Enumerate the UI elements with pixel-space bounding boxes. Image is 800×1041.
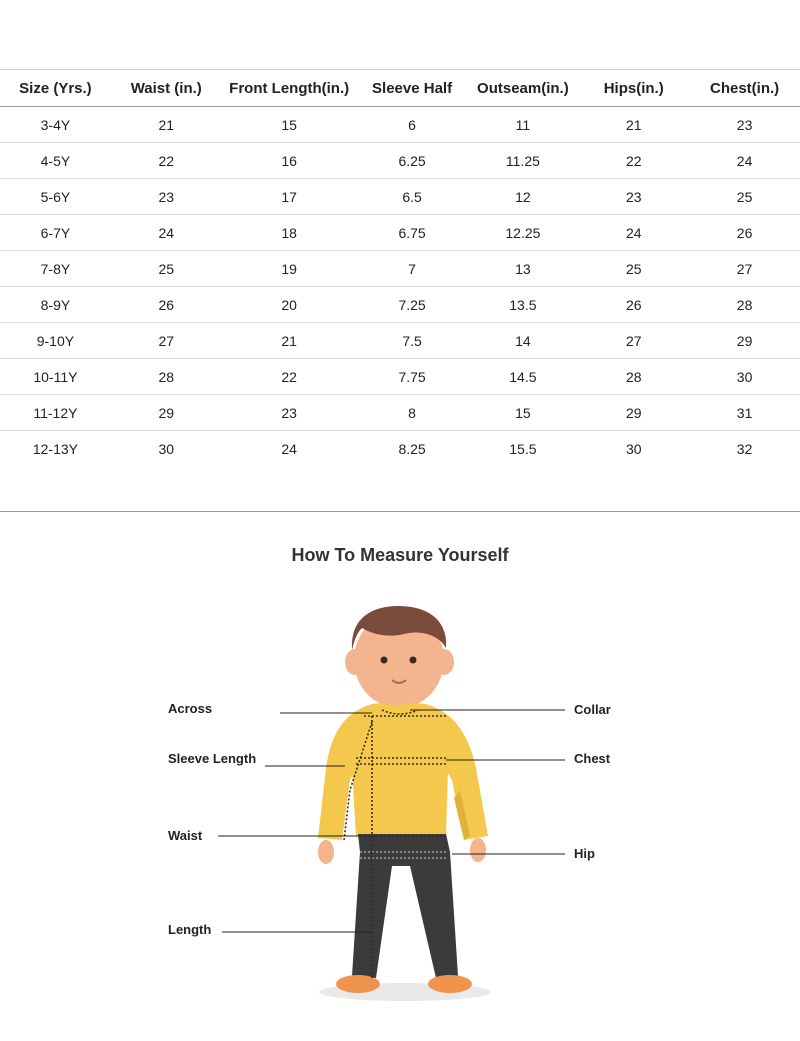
- cell-front-length: 20: [222, 287, 357, 323]
- measure-guide-title: How To Measure Yourself: [291, 545, 509, 565]
- cell-front-length: 15: [222, 107, 357, 143]
- cell-chest: 30: [689, 359, 800, 395]
- section-divider: [0, 511, 800, 512]
- cell-size: 10-11Y: [0, 359, 111, 395]
- table-row: [0, 395, 800, 431]
- cell-sleeve-half: 6.5: [357, 179, 468, 215]
- cell-hips: 24: [578, 215, 689, 251]
- cell-outseam: 15.5: [509, 440, 537, 457]
- cell-chest: 31: [689, 395, 800, 431]
- cell-front-length: 21: [222, 323, 357, 359]
- cell-size: 8-9Y: [0, 287, 111, 323]
- label-length: Length: [168, 922, 212, 937]
- col-header-waist: Waist (in.): [111, 70, 222, 107]
- cell-hips: 22: [578, 143, 689, 179]
- cell-waist: 22: [111, 143, 222, 179]
- cell-hips: 21: [578, 107, 689, 143]
- table-row: [0, 107, 800, 143]
- cell-front-length: 23: [222, 395, 357, 431]
- cell-outseam: 11.25: [467, 143, 578, 179]
- label-collar: Collar: [574, 702, 611, 717]
- col-header-chest: Chest(in.): [689, 70, 800, 107]
- cell-front-length: 17: [222, 179, 357, 215]
- cell-outseam: 13: [467, 251, 578, 287]
- cell-outseam: 12.25: [467, 215, 578, 251]
- cell-chest: 23: [689, 107, 800, 143]
- cell-size: 6-7Y: [0, 215, 111, 251]
- table-header-row: [0, 70, 800, 107]
- pants: [352, 834, 458, 978]
- left-hand: [318, 840, 334, 864]
- cell-front-length: 24: [281, 440, 297, 457]
- table-row: [0, 251, 800, 287]
- cell-sleeve-half: 6.25: [357, 143, 468, 179]
- left-shoe: [336, 975, 380, 993]
- cell-front-length: 19: [222, 251, 357, 287]
- col-header-size: Size (Yrs.): [0, 70, 111, 107]
- label-chest: Chest: [574, 751, 611, 766]
- col-header-outseam: Outseam(in.): [467, 70, 578, 107]
- table-row: [0, 359, 800, 395]
- cell-outseam: 14.5: [467, 359, 578, 395]
- cell-front-length: 18: [222, 215, 357, 251]
- cell-outseam: 11: [467, 107, 578, 143]
- cell-front-length: 22: [222, 359, 357, 395]
- cell-waist: 25: [111, 251, 222, 287]
- cell-waist: 21: [111, 107, 222, 143]
- cell-sleeve-half: 6.75: [357, 215, 468, 251]
- boy-illustration: [0, 590, 800, 1010]
- table-row: [0, 287, 800, 323]
- cell-hips: 29: [578, 395, 689, 431]
- right-shoe: [428, 975, 472, 993]
- cell-chest: 29: [689, 323, 800, 359]
- col-header-front-length: Front Length(in.): [222, 70, 357, 107]
- table-row: [0, 143, 800, 179]
- cell-chest: 26: [689, 215, 800, 251]
- cell-outseam: 14: [467, 323, 578, 359]
- cell-sleeve-half: 7.75: [357, 359, 468, 395]
- cell-outseam: 15: [467, 395, 578, 431]
- cell-size: 4-5Y: [0, 143, 111, 179]
- cell-waist: 30: [158, 440, 175, 457]
- cell-outseam: 12: [467, 179, 578, 215]
- cell-waist: 29: [111, 395, 222, 431]
- sweater-body: [352, 703, 448, 836]
- label-across: Across: [168, 701, 213, 716]
- col-header-hips: Hips(in.): [578, 70, 689, 107]
- label-waist: Waist: [168, 828, 203, 843]
- cell-chest: 25: [689, 179, 800, 215]
- cell-front-length: 16: [222, 143, 357, 179]
- table-row: [0, 431, 800, 467]
- cell-chest: 28: [689, 287, 800, 323]
- cell-sleeve-half: 6: [357, 107, 468, 143]
- cell-size: 9-10Y: [0, 323, 111, 359]
- cell-hips: 23: [578, 179, 689, 215]
- cell-hips: 25: [578, 251, 689, 287]
- cell-sleeve-half: 7.25: [357, 287, 468, 323]
- cell-hips: 26: [578, 287, 689, 323]
- cell-size: 12-13Y: [32, 440, 78, 457]
- col-header-sleeve-half: Sleeve Half: [357, 70, 468, 107]
- size-chart-table: [0, 69, 800, 466]
- cell-outseam: 13.5: [467, 287, 578, 323]
- cell-hips: 27: [578, 323, 689, 359]
- measurement-figure: [0, 590, 800, 1010]
- cell-chest: 27: [689, 251, 800, 287]
- cell-size: 11-12Y: [0, 395, 111, 431]
- cell-chest: 24: [689, 143, 800, 179]
- right-eye: [410, 657, 417, 664]
- cell-hips: 28: [578, 359, 689, 395]
- cell-sleeve-half: 8.25: [398, 440, 426, 457]
- cell-sleeve-half: 8: [357, 395, 468, 431]
- cell-size: 7-8Y: [0, 251, 111, 287]
- table-row: [0, 215, 800, 251]
- table-row: [0, 323, 800, 359]
- table-row: [0, 179, 800, 215]
- cell-waist: 24: [111, 215, 222, 251]
- cell-sleeve-half: 7: [357, 251, 468, 287]
- left-eye: [381, 657, 388, 664]
- cell-chest: 32: [736, 440, 753, 457]
- cell-waist: 27: [111, 323, 222, 359]
- cell-sleeve-half: 7.5: [357, 323, 468, 359]
- cell-size: 3-4Y: [0, 107, 111, 143]
- cell-waist: 28: [111, 359, 222, 395]
- cell-hips: 30: [625, 440, 642, 457]
- cell-waist: 23: [111, 179, 222, 215]
- right-hand: [470, 838, 486, 862]
- label-hip: Hip: [574, 846, 595, 861]
- cell-waist: 26: [111, 287, 222, 323]
- cell-size: 5-6Y: [0, 179, 111, 215]
- label-sleeve-length: Sleeve Length: [168, 751, 257, 766]
